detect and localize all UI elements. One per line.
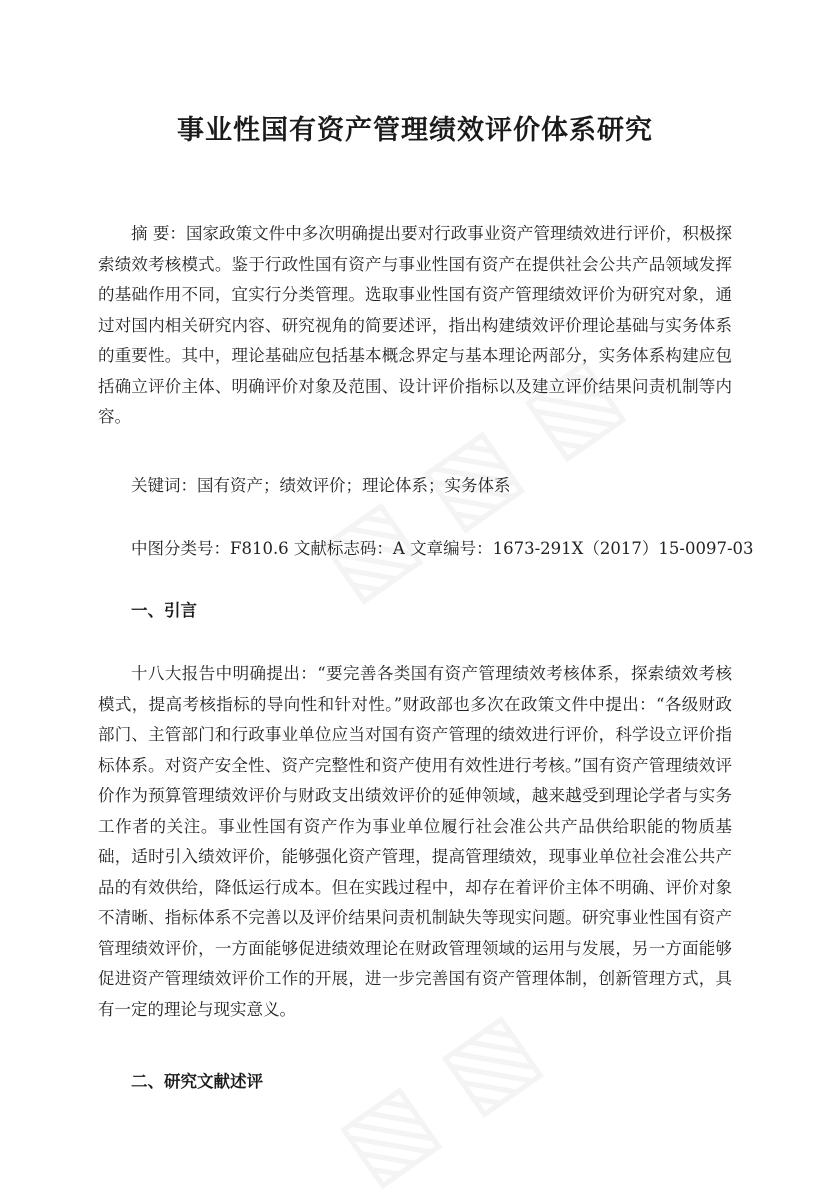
- classification-line: 中图分类号：F810.6 文献标志码：A 文章编号：1673-291X（2017）15-0097-03: [131, 539, 754, 558]
- keywords-line: 关键词：国有资产；绩效评价；理论体系；实务体系: [131, 476, 511, 495]
- section-heading-introduction: 一、引言: [131, 601, 197, 620]
- introduction-paragraph: 十八大报告中明确提出：“要完善各类国有资产管理绩效考核体系，探索绩效考核模式，提高考核指标的导向性和针对性。”财政部也多次在政策文件中提出：“各级财政部门、主管部门和行政事业单位应当对国有资产管理的绩效进行评价，科学设立评价指标体系。对资产安全性、资产完整性和资产使用有效性进行考核。”国有资产管理绩效评价作为预算管理绩效评价与财政支出绩效评价的延伸领域，越来越受到理论学者与实务工作者的关注。事业性国有资产作为事业单位履行社会准公共产品供给职能的物质基础，适时引入绩效评价，能够强化资产管理，提高管理绩效，现事业单位社会准公共产品的有效供给，降低运行成本。但在实践过程中，却存在着评价主体不明确、评价对象不清晰、指标体系不完善以及评价结果问责机制缺失等现实问题。研究事业性国有资产管理绩效评价，一方面能够促进绩效理论在财政管理领域的运用与发展，另一方面能够促进资产管理绩效评价工作的开展，进一步完善国有资产管理体制，创新管理方式，具有一定的理论与现实意义。: [98, 664, 732, 1019]
- abstract-paragraph: 摘 要：国家政策文件中多次明确提出要对行政事业资产管理绩效进行评价，积极探索绩效考核模式。鉴于行政性国有资产与事业性国有资产在提供社会公共产品领域发挥的基础作用不同，宜实行分类管理。选取事业性国有资产管理绩效评价为研究对象，通过对国内相关研究内容、研究视角的简要述评，指出构建绩效评价理论基础与实务体系的重要性。其中，理论基础应包括基本概念界定与基本理论两部分，实务体系构建应包括确立评价主体、明确评价对象及范围、设计评价指标以及建立评价结果问责机制等内容。: [98, 224, 732, 426]
- paper-title: 事业性国有资产管理绩效评价体系研究: [177, 115, 653, 146]
- section-heading-literature-review: 二、研究文献述评: [131, 1072, 263, 1091]
